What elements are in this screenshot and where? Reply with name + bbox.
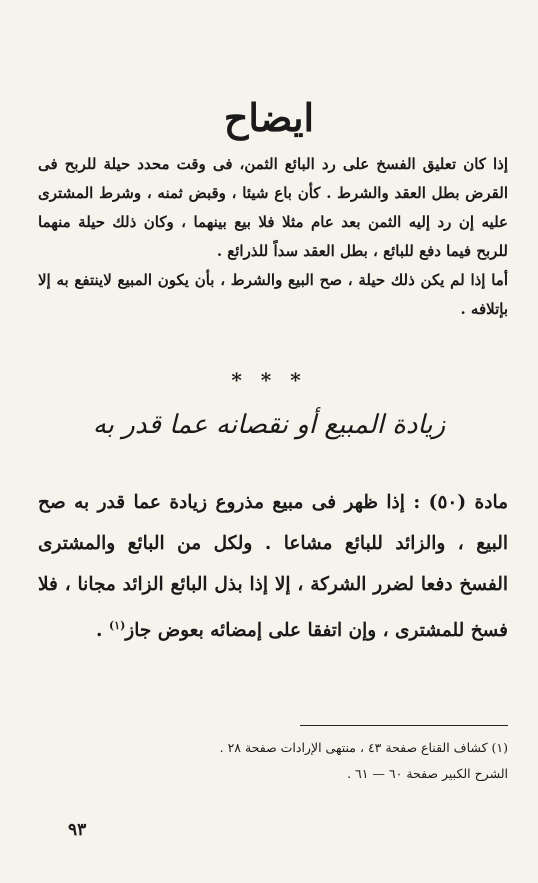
article-text: إذا ظهر فى مبيع مذروع زيادة عما قدر به صح البيع ، والزائد للبائع مشاعا . ولكل من البائع والمشترى الفسخ دفعا لضرر الشركة ، إلا إذا بذل البائع الزائد مجانا ، فلا فسخ للمشترى ، وإن اتفقا على إمضائه بعوض جاز — [38, 492, 508, 642]
article-body — [38, 482, 508, 651]
footnote-line: (١) كشاف القناع صفحة ٤٣ ، منتهى الإرادات صفحة ٢٨ . — [219, 740, 508, 755]
section-separator: * * * — [231, 368, 307, 392]
explanation-paragraph: إذا كان تعليق الفسخ على رد البائع الثمن، فى وقت محدد حيلة للربح فى القرض بطل العقد والشرط . كأن باع شيئا ، وقبض ثمنه ، وشرط المشترى عليه إن رد إليه الثمن بعد عام مثلا فلا بيع بينهما ، وكان ذلك حيلة منهما للربح فيما دفع للبائع ، بطل العقد سداً للذرائع . — [38, 155, 508, 260]
footnote-reference: (١) — [108, 619, 126, 632]
explanation-text — [38, 150, 508, 324]
section-title: ايضاح — [223, 95, 315, 140]
footnote-divider — [300, 725, 508, 726]
footnote-line: الشرح الكبير صفحة ٦٠ — ٦١ . — [347, 766, 508, 781]
footnote — [60, 735, 508, 787]
article-paragraph — [38, 482, 508, 651]
explanation-paragraph: أما إذا لم يكن ذلك حيلة ، صح البيع والشرط ، بأن يكون المبيع لاينتفع به إلا بإتلافه . — [38, 271, 508, 318]
article-heading: زيادة المبيع أو نقصانه عما قدر به — [92, 410, 446, 440]
page-number: ٩٣ — [68, 820, 87, 840]
article-end: . — [96, 620, 109, 642]
article-label: مادة (٥٠) : — [413, 492, 508, 513]
